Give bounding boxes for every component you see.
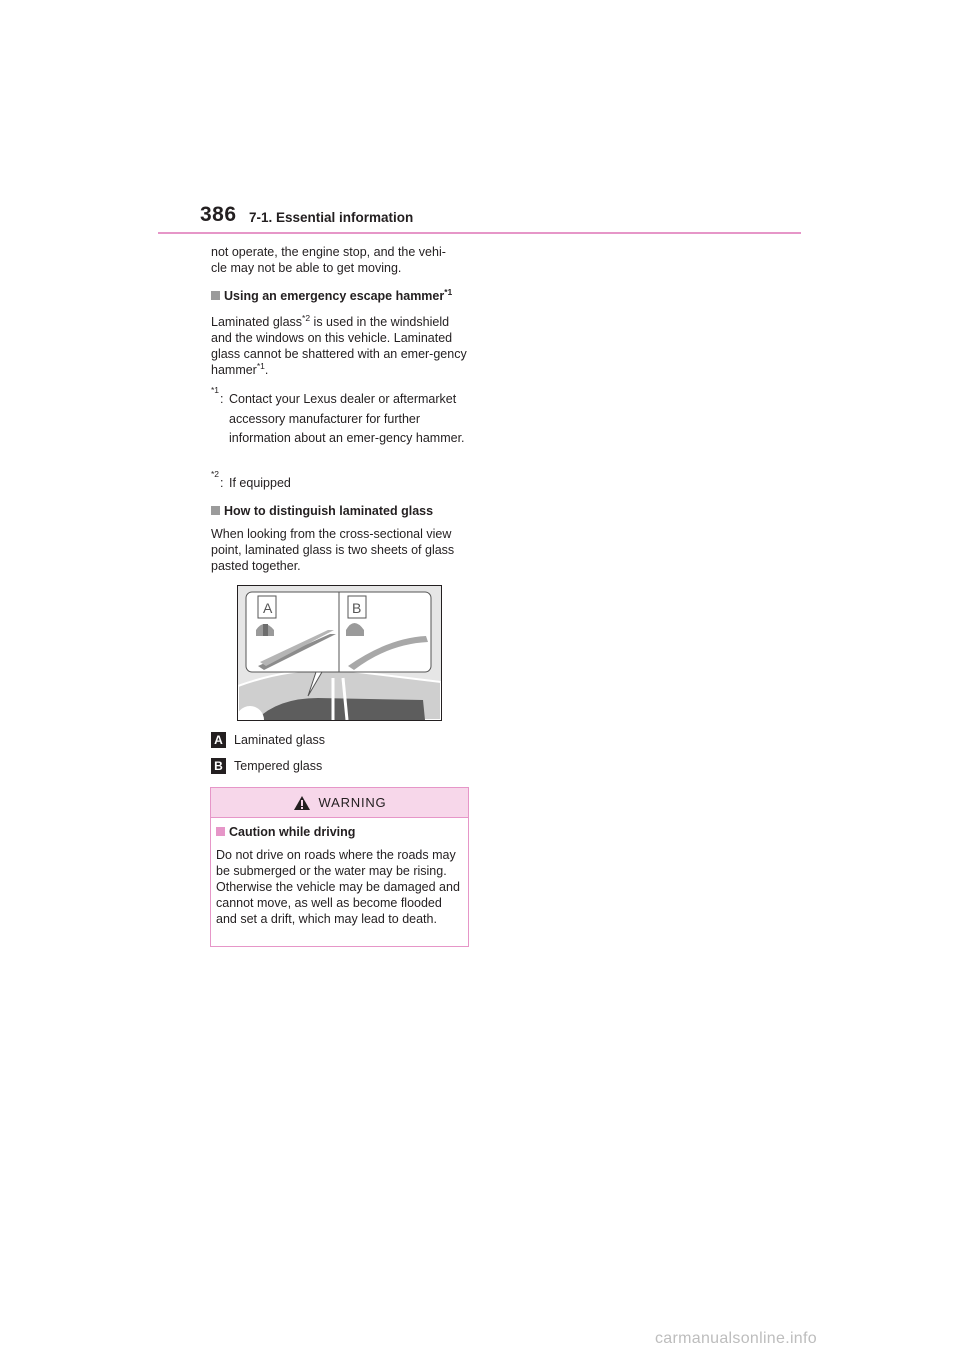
legend-letter: B: [211, 758, 226, 774]
warning-title: WARNING: [318, 795, 387, 810]
glass-illustration-svg: [238, 586, 441, 720]
laminated-body: When looking from the cross-sectional view point, laminated glass is two sheets of glass pasted together.: [211, 527, 455, 573]
footnote-2: *2 : If equipped: [211, 474, 469, 494]
footnote-text: Contact your Lexus dealer or aftermarket accessory manufacturer for further information about an emer-gency hammer.: [229, 392, 465, 445]
escape-hammer-body: [211, 314, 469, 378]
legend-letter: A: [211, 732, 226, 748]
legend-text: Tempered glass: [234, 759, 323, 773]
legend-item-a: [211, 732, 325, 748]
warning-body: [211, 818, 468, 927]
footnote-text: If equipped: [229, 476, 291, 490]
warning-heading: [216, 824, 463, 840]
footnote-colon: :: [220, 476, 224, 490]
body-text: .: [264, 363, 269, 377]
square-bullet-icon: [216, 827, 225, 836]
body-text: Laminated glass: [211, 315, 303, 329]
warning-box: [210, 787, 469, 947]
escape-hammer-heading: [211, 288, 469, 304]
intro-text: not operate, the engine stop, and the vehi- cle may not be able to get moving.: [211, 245, 446, 275]
legend-item-b: [211, 758, 322, 774]
watermark: carmanualsonline.info: [655, 1330, 817, 1347]
page-number: 386: [200, 203, 237, 226]
legend-text: Laminated glass: [234, 733, 326, 747]
footnote-ref: *1: [444, 286, 453, 297]
square-bullet-icon: [211, 506, 220, 515]
warning-header: [211, 788, 468, 818]
footnote-ref: *1: [256, 360, 265, 371]
footnote-colon: :: [220, 392, 224, 406]
square-bullet-icon: [211, 291, 220, 300]
figure-label-b: B: [352, 600, 362, 616]
escape-hammer-heading-text: Using an emergency escape hammer: [224, 289, 445, 303]
laminated-heading: [211, 503, 469, 519]
laminated-heading-text: How to distinguish laminated glass: [224, 504, 434, 518]
footnote-ref: *2: [302, 312, 311, 323]
warning-triangle-icon: [293, 795, 311, 811]
warning-heading-text: Caution while driving: [229, 825, 356, 839]
warning-text: Do not drive on roads where the roads may be submerged or the water may be rising. Otherwise the vehicle may be damaged and cannot move, as well as become flooded and set a drift, which may lead to death.: [216, 848, 460, 926]
section-title: 7-1. Essential information: [249, 210, 414, 225]
footnote-1: *1 : Contact your Lexus dealer or aftermarket accessory manufacturer for further information about an emer-gency hammer.: [211, 390, 469, 470]
header-divider: [158, 232, 801, 234]
body-text: is used in the windshield and the windows on this vehicle. Laminated glass cannot be shattered with an emer-gency hammer: [211, 315, 467, 377]
glass-cross-section-illustration: [237, 585, 442, 721]
figure-label-a: A: [263, 600, 273, 616]
